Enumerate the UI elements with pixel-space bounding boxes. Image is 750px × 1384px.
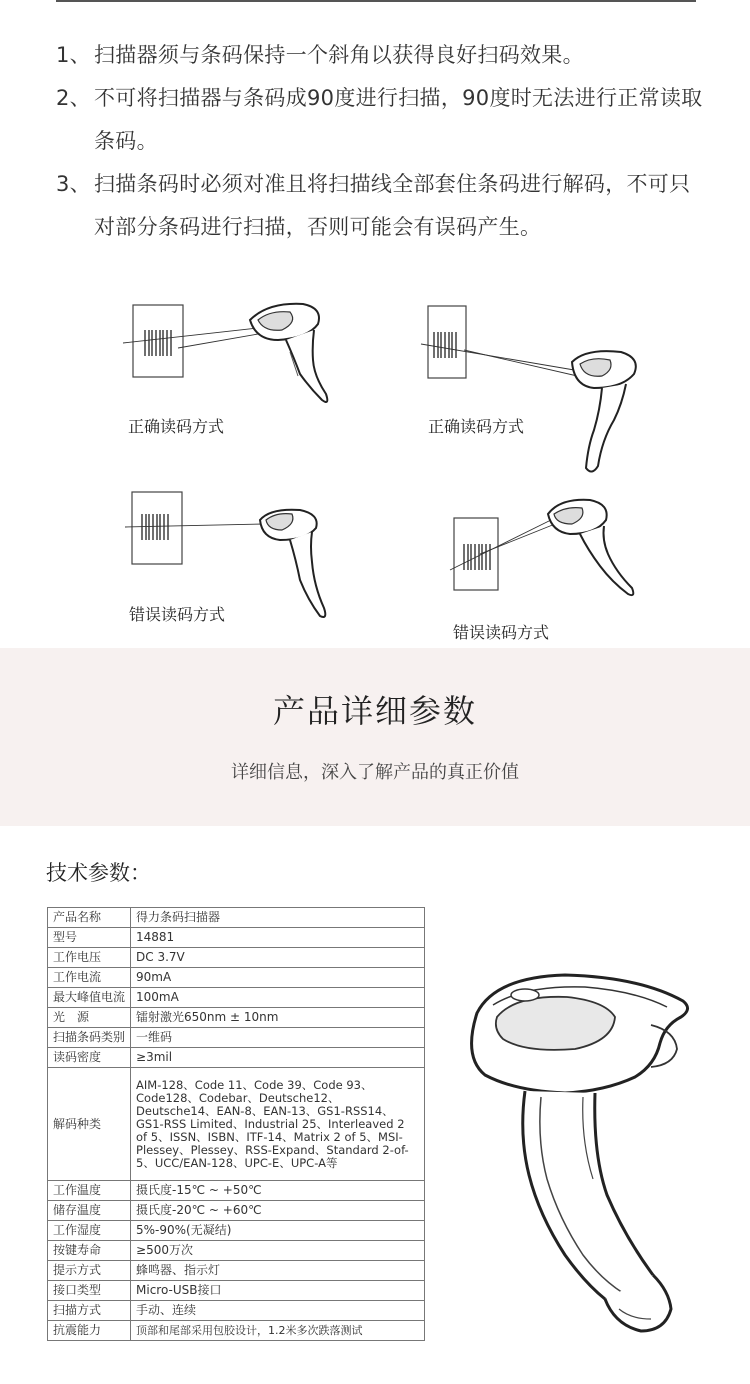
spec-label: 扫描方式 [48,1301,131,1321]
spec-value: 14881 [131,928,425,948]
diagram-caption: 错误读码方式 [453,623,550,642]
spec-label: 抗震能力 [48,1321,131,1341]
spec-value: AIM-128、Code 11、Code 39、Code 93、Code128、Codebar、Deutsche12、Deutsche14、EAN-8、EAN-13、GS1-RSS14、GS1-RSS Limited、Industrial 25、Interleaved 2 of 5、ISSN、ISBN、ITF-14、Matrix 2 of 5、MSI-Plessey、Plessey、RSS-Expand、Standard 2-of-5、UCC/EAN-128、UPC-E、UPC-A等 [131,1068,425,1181]
spec-label: 读码密度 [48,1048,131,1068]
diagram-caption: 正确读码方式 [428,417,525,436]
top-divider [56,0,696,2]
spec-table [47,907,425,1341]
section-banner [0,648,750,826]
table-row [48,1181,425,1201]
spec-label: 工作电压 [48,948,131,968]
spec-label: 扫描条码类别 [48,1028,131,1048]
instruction-3 [56,163,706,249]
scan-instructions [56,34,706,249]
spec-value: 90mA [131,968,425,988]
spec-value: DC 3.7V [131,948,425,968]
spec-label: 型号 [48,928,131,948]
spec-label: 储存温度 [48,1201,131,1221]
instruction-number: 3、 [56,172,91,196]
table-row [48,968,425,988]
spec-label: 解码种类 [48,1068,131,1181]
table-row [48,1321,425,1341]
table-row [48,1281,425,1301]
table-row [48,1301,425,1321]
spec-label: 工作电流 [48,968,131,988]
spec-value: 一维码 [131,1028,425,1048]
instruction-1 [56,34,706,77]
diagram-correct-1 [118,290,358,436]
table-row [48,1048,425,1068]
table-row [48,1221,425,1241]
section-title: 产品详细参数 [272,692,477,730]
spec-value: ≥3mil [131,1048,425,1068]
spec-value: 手动、连续 [131,1301,425,1321]
instruction-number: 1、 [56,43,91,67]
spec-value: 摄氏度-20℃ ~ +60℃ [131,1201,425,1221]
diagram-correct-2 [416,300,676,485]
table-row [48,1028,425,1048]
spec-label: 光 源 [48,1008,131,1028]
spec-label: 工作湿度 [48,1221,131,1241]
scanner-angled-illustration [118,290,358,415]
instruction-text: 不可将扫描器与条码成90度进行扫描，90度时无法进行正常读取条码。 [94,86,703,153]
spec-label: 提示方式 [48,1261,131,1281]
table-row [48,1201,425,1221]
scanner-partial-illustration [440,490,660,615]
spec-label: 工作温度 [48,1181,131,1201]
spec-label: 最大峰值电流 [48,988,131,1008]
table-row [48,908,425,928]
table-row [48,988,425,1008]
diagram-caption: 正确读码方式 [128,417,225,436]
barcode-scanner-icon [455,965,695,1340]
spec-value: Micro-USB接口 [131,1281,425,1301]
spec-value: 镭射激光650nm ± 10nm [131,1008,425,1028]
diagram-caption: 错误读码方式 [129,605,226,624]
instruction-text: 扫描条码时必须对准且将扫描线全部套住条码进行解码，不可只对部分条码进行扫描，否则可能会有误码产生。 [94,172,691,239]
table-row [48,928,425,948]
instruction-number: 2、 [56,86,91,110]
diagram-wrong-2 [440,490,660,642]
table-row [48,1261,425,1281]
spec-value: ≥500万次 [131,1241,425,1261]
spec-label: 产品名称 [48,908,131,928]
spec-label: 接口类型 [48,1281,131,1301]
scanner-product-illustration [455,965,695,1344]
table-row [48,1008,425,1028]
section-subtitle: 详细信息，深入了解产品的真正价值 [231,762,519,783]
spec-value: 100mA [131,988,425,1008]
diagram-wrong-1 [120,482,350,622]
instruction-2 [56,77,706,163]
table-row [48,1241,425,1261]
spec-value: 摄氏度-15℃ ~ +50℃ [131,1181,425,1201]
spec-label: 按键寿命 [48,1241,131,1261]
spec-value: 蜂鸣器、指示灯 [131,1261,425,1281]
instruction-text: 扫描器须与条码保持一个斜角以获得良好扫码效果。 [94,43,584,67]
table-row [48,948,425,968]
scanner-angled-illustration [416,300,676,485]
spec-value: 5%-90%(无凝结) [131,1221,425,1241]
spec-value: 得力条码扫描器 [131,908,425,928]
spec-heading: 技术参数： [46,861,151,885]
spec-value: 顶部和尾部采用包胶设计，1.2米多次跌落测试 [131,1321,425,1341]
table-row [48,1068,425,1181]
scanner-straight-illustration [120,482,350,622]
